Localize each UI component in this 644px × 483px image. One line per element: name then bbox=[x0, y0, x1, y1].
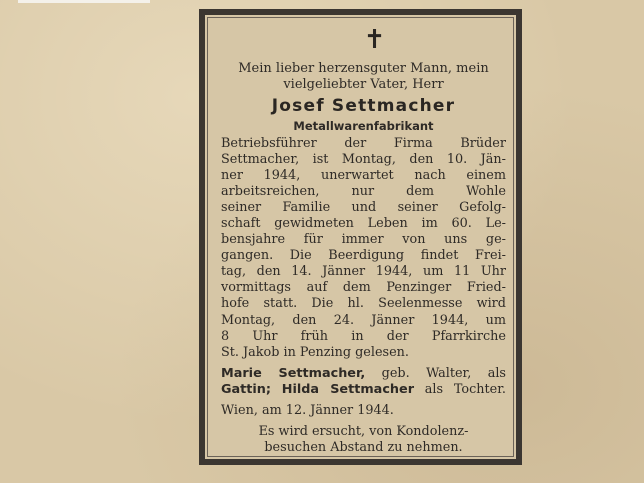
request-line: besuchen Abstand zu nehmen. bbox=[264, 439, 463, 455]
request-line: Es wird ersucht, von Kondolenz- bbox=[258, 423, 469, 439]
body-line: gangen. Die Beerdigung findet Frei- bbox=[221, 248, 506, 264]
body-line: Settmacher, ist Montag, den 10. Jän- bbox=[221, 152, 506, 168]
mourner-line bbox=[221, 366, 506, 382]
obituary-notice bbox=[199, 9, 522, 465]
body-line: hofe statt. Die hl. Seelenmesse wird bbox=[221, 296, 506, 312]
notice-body bbox=[221, 136, 506, 361]
body-line: Montag, den 24. Jänner 1944, um bbox=[221, 312, 506, 328]
body-line: bensjahre für immer von uns ge- bbox=[221, 232, 506, 248]
mourner-name: Marie Settmacher, bbox=[221, 365, 366, 381]
body-line: Betriebsführer der Firma Brüder bbox=[221, 136, 506, 151]
body-line: 8 Uhr früh in der Pfarrkirche bbox=[221, 328, 506, 344]
body-line: arbeitsreichen, nur dem Wohle bbox=[221, 184, 506, 200]
mourner-line bbox=[221, 382, 506, 398]
body-line: ner 1944, unerwartet nach einem bbox=[221, 168, 506, 184]
condolence-request bbox=[221, 424, 506, 456]
mourner-text: als Tochter. bbox=[424, 381, 506, 397]
body-line: tag, den 14. Jänner 1944, um 11 Uhr bbox=[221, 264, 506, 280]
place-date: Wien, am 12. Jänner 1944. bbox=[221, 402, 394, 418]
paper-edge-strip bbox=[18, 0, 150, 3]
intro-line: Mein lieber herzensguter Mann, mein bbox=[238, 61, 489, 76]
notice-content bbox=[221, 25, 506, 455]
mourner-text: geb. Walter, als bbox=[381, 365, 506, 381]
body-line: St. Jakob in Penzing gelesen. bbox=[221, 344, 409, 360]
body-line: vormittags auf dem Penzinger Fried- bbox=[221, 280, 506, 296]
deceased-occupation: Metallwarenfabrikant bbox=[293, 119, 434, 133]
deceased-name: Josef Settmacher bbox=[271, 96, 456, 116]
body-line: seiner Familie und seiner Gefolg- bbox=[221, 200, 506, 216]
cross-icon: ✝ bbox=[363, 25, 386, 55]
body-line: schaft gewidmeten Leben im 60. Le- bbox=[221, 216, 506, 232]
mourners bbox=[221, 366, 506, 398]
intro-text bbox=[221, 61, 506, 93]
intro-line: vielgeliebter Vater, Herr bbox=[283, 77, 444, 92]
mourner-name: Hilda Settmacher bbox=[281, 381, 414, 397]
mourner-text: Gattin; bbox=[221, 381, 271, 397]
